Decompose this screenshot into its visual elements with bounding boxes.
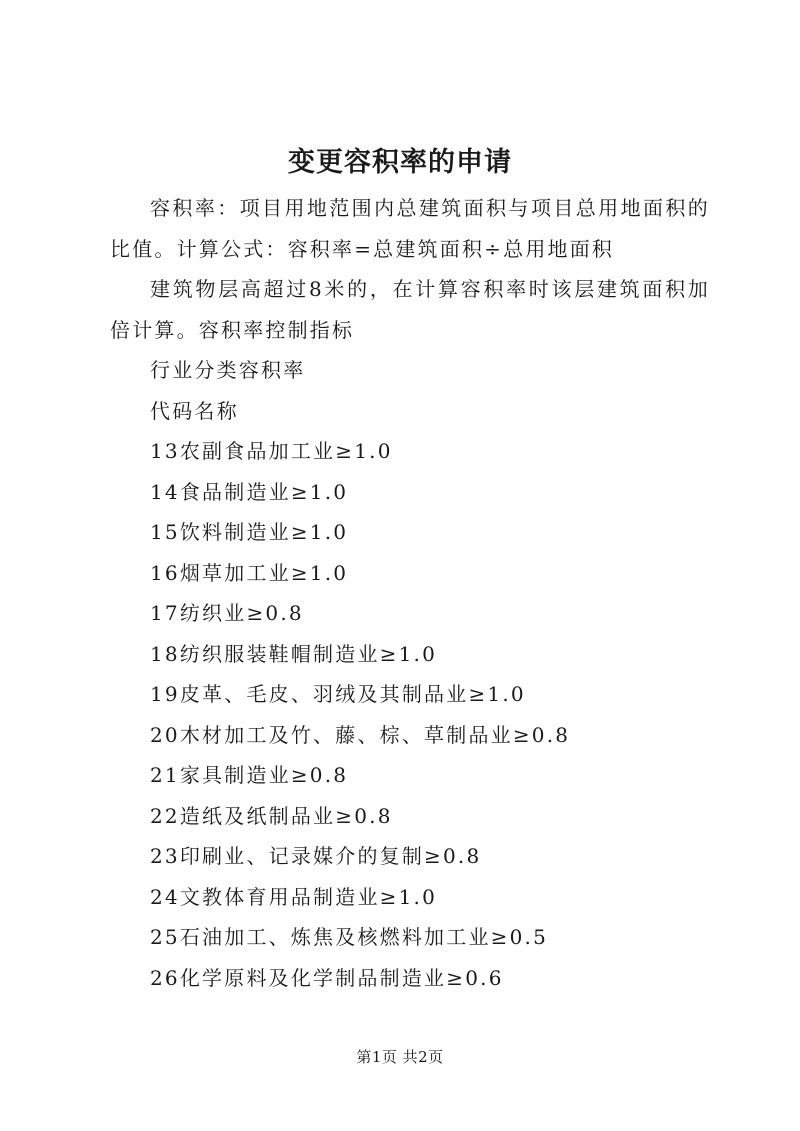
list-item: 18纺织服装鞋帽制造业≥1.0 (150, 641, 438, 666)
list-item: 15饮料制造业≥1.0 (150, 520, 349, 544)
table-header-line: 代码名称 (150, 398, 239, 423)
list-item: 23印刷业、记录媒介的复制≥0.8 (150, 844, 482, 868)
list-item: 22造纸及纸制品业≥0.8 (150, 803, 393, 828)
paragraph-definition: 容积率：项目用地范围内总建筑面积与项目总用地面积的比值。计算公式：容积率=总建筑面积÷总用地面积 (110, 196, 710, 261)
table-header-line: 行业分类容积率 (150, 358, 306, 382)
page-footer: 第1页 共2页 (356, 1048, 444, 1066)
list-item: 19皮革、毛皮、羽绒及其制品业≥1.0 (150, 682, 526, 706)
document-title: 变更容积率的申请 (288, 147, 512, 178)
list-item: 20木材加工及竹、藤、棕、草制品业≥0.8 (150, 722, 571, 747)
list-item: 14食品制造业≥1.0 (150, 479, 349, 504)
list-item: 16烟草加工业≥1.0 (150, 560, 349, 585)
list-item: 21家具制造业≥0.8 (150, 763, 349, 787)
list-item: 17纺织业≥0.8 (150, 601, 304, 625)
list-item: 24文教体育用品制造业≥1.0 (150, 884, 438, 909)
list-item: 26化学原料及化学制品制造业≥0.6 (150, 965, 504, 990)
paragraph-floor-height: 建筑物层高超过8米的，在计算容积率时该层建筑面积加倍计算。容积率控制指标 (110, 277, 710, 342)
document-body (110, 188, 710, 998)
list-item: 25石油加工、炼焦及核燃料加工业≥0.5 (150, 925, 549, 949)
list-item: 13农副食品加工业≥1.0 (150, 439, 393, 463)
